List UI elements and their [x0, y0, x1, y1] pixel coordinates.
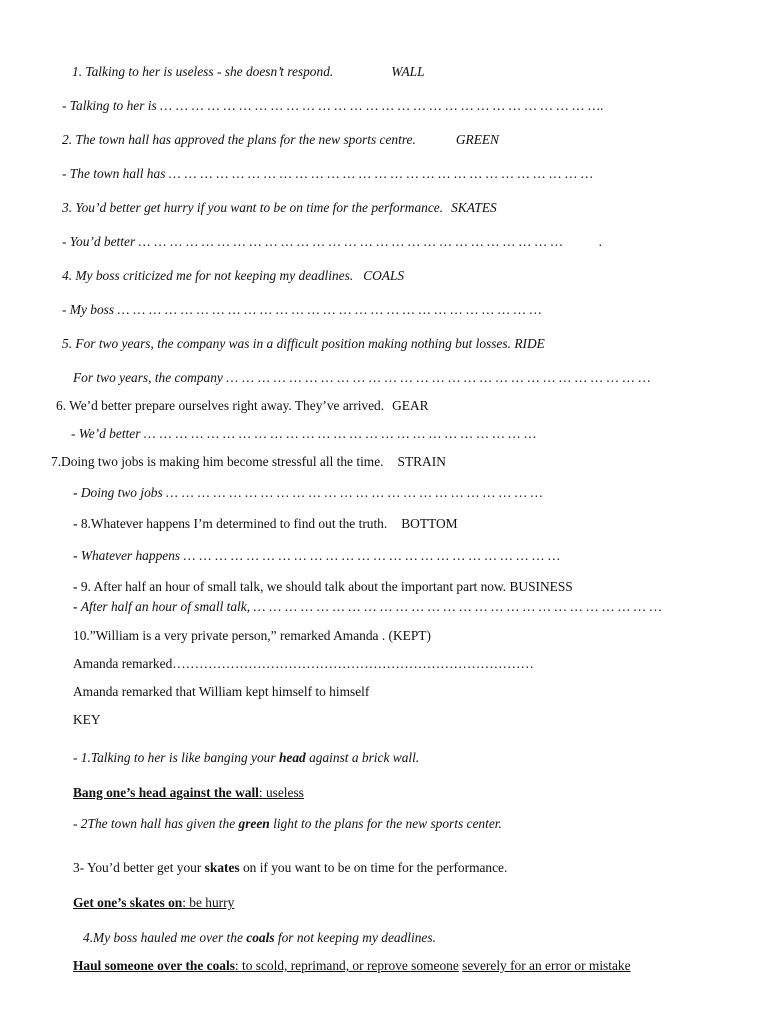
question-2-keyword: GREEN — [455, 132, 499, 147]
answer-line-10 — [73, 656, 534, 672]
key-definition-3-def: : be hurry — [182, 895, 235, 910]
answer-line-5-start: For two years, the company — [73, 370, 223, 385]
answer-line-8-dash: - — [73, 548, 78, 563]
question-6-prompt: 6. We’d better prepare ourselves right away. They’ve arrived. — [56, 398, 385, 413]
answer-line-4 — [62, 302, 542, 318]
question-4-prompt: 4. My boss criticized me for not keeping my deadlines. — [62, 268, 354, 283]
answer-line-7 — [73, 485, 543, 501]
answer-line-2 — [62, 166, 593, 182]
answer-10-sample-text: Amanda remarked that William kept himself to himself — [73, 684, 370, 699]
question-1-prompt: 1. Talking to her is useless - she doesn’t respond. — [72, 64, 334, 79]
key-definition-4-term: Haul someone over the coals — [73, 958, 235, 973]
key-definition-3 — [73, 895, 234, 911]
question-8-keyword: BOTTOM — [401, 516, 458, 531]
question-3 — [62, 200, 497, 216]
answer-line-9-start: After half an hour of small talk, — [80, 599, 251, 614]
question-6 — [56, 398, 429, 414]
answer-line-3-blank[interactable]: … … … … … … … … … … … … … … … … … … … … … … … … … … … — [138, 234, 563, 249]
answer-line-10-blank[interactable]: ……………………………………………………………………… — [172, 656, 534, 671]
key-answer-4 — [83, 930, 436, 946]
key-answer-2-post: light to the plans for the new sports center. — [269, 816, 502, 831]
question-7-prompt: 7.Doing two jobs is making him become stressful all the time. — [51, 454, 384, 469]
answer-line-1-start: - Talking to her is — [62, 98, 157, 113]
answer-line-8-blank[interactable]: … … … … … … … … … … … … … … … … … … … … … … … … — [183, 548, 561, 563]
question-5-prompt: 5. For two years, the company was in a difficult position making nothing but losses. — [62, 336, 511, 351]
question-4-keyword: COALS — [363, 268, 405, 283]
answer-line-1 — [62, 98, 604, 114]
key-answer-2-pre: - 2The town hall has given the — [73, 816, 239, 831]
answer-line-7-blank[interactable]: … … … … … … … … … … … … … … … … … … … … … … … … — [166, 485, 543, 500]
answer-line-4-blank[interactable]: … … … … … … … … … … … … … … … … … … … … … … … … … … … — [117, 302, 542, 317]
key-answer-4-post: for not keeping my deadlines. — [274, 930, 436, 945]
answer-line-6 — [71, 426, 537, 442]
key-answer-3-bold: skates — [204, 860, 240, 875]
key-answer-3-post: on if you want to be on time for the performance. — [239, 860, 508, 875]
key-answer-2 — [73, 816, 502, 832]
answer-line-9-blank[interactable]: … … … … … … … … … … … … … … … … … … … … … … … … … … — [253, 599, 662, 614]
question-8 — [73, 516, 458, 532]
key-definition-1-term: Bang one’s head against the wall — [73, 785, 259, 800]
key-answer-2-bold: green — [238, 816, 270, 831]
answer-line-3-start: - You’d better — [62, 234, 136, 249]
question-7-keyword: STRAIN — [397, 454, 446, 469]
key-answer-4-pre: 4.My boss hauled me over the — [83, 930, 247, 945]
question-5 — [62, 336, 545, 352]
answer-line-7-dash: - — [73, 485, 78, 500]
question-7 — [51, 454, 446, 470]
answer-line-10-start: Amanda remarked — [73, 656, 173, 671]
answer-line-3-end: . — [598, 234, 603, 249]
key-definition-1-def: : useless — [258, 785, 304, 800]
question-8-dash: - — [73, 516, 78, 531]
question-4 — [62, 268, 404, 284]
question-9-dash: - — [73, 579, 78, 594]
key-answer-1-pre: - 1.Talking to her is like banging your — [73, 750, 279, 765]
question-10-prompt: 10.”William is a very private person,” remarked Amanda . (KEPT) — [73, 628, 431, 643]
answer-line-6-blank[interactable]: … … … … … … … … … … … … … … … … … … … … … … … … … — [143, 426, 537, 441]
key-answer-1-bold: head — [278, 750, 306, 765]
question-1 — [72, 64, 425, 80]
key-answer-3-pre: 3- You’d better get your — [73, 860, 205, 875]
question-9 — [73, 579, 573, 595]
answer-10-sample — [73, 684, 369, 700]
answer-line-8 — [73, 548, 560, 564]
answer-line-9-dash: - — [73, 599, 78, 614]
answer-line-1-blank[interactable]: … … … … … … … … … … … … … … … … … … … … … … … … … … … …. — [160, 98, 605, 113]
question-8-prompt: 8.Whatever happens I’m determined to find out the truth. — [80, 516, 388, 531]
key-definition-4-def: : to scold, reprimand, or reprove someone — [234, 958, 459, 973]
key-answer-3 — [73, 860, 507, 876]
answer-line-5 — [73, 370, 651, 386]
question-3-prompt: 3. You’d better get hurry if you want to be on time for the performance. — [62, 200, 444, 215]
answer-line-8-start: Whatever happens — [80, 548, 181, 563]
key-answer-1-post: against a brick wall. — [305, 750, 420, 765]
key-heading-text: KEY — [73, 712, 101, 727]
answer-line-5-blank[interactable]: … … … … … … … … … … … … … … … … … … … … … … … … … … … — [226, 370, 651, 385]
question-2-prompt: 2. The town hall has approved the plans for the new sports centre. — [62, 132, 416, 147]
key-definition-4-def-continued: severely for an error or mistake — [462, 958, 631, 973]
question-9-prompt: 9. After half an hour of small talk, we should talk about the important part now. — [80, 579, 507, 594]
answer-line-2-start: - The town hall has — [62, 166, 166, 181]
answer-line-7-start: Doing two jobs — [80, 485, 163, 500]
answer-line-4-start: - My boss — [62, 302, 115, 317]
key-definition-4 — [73, 958, 631, 974]
question-5-keyword: RIDE — [514, 336, 545, 351]
question-9-keyword: BUSINESS — [509, 579, 573, 594]
answer-line-3 — [62, 234, 602, 250]
question-3-keyword: SKATES — [451, 200, 497, 215]
answer-line-2-blank[interactable]: … … … … … … … … … … … … … … … … … … … … … … … … … … … — [168, 166, 594, 181]
key-answer-1 — [73, 750, 419, 766]
key-heading — [73, 712, 101, 728]
question-10 — [73, 628, 431, 644]
answer-line-6-start: - We’d better — [71, 426, 141, 441]
key-definition-1 — [73, 785, 304, 801]
question-2 — [62, 132, 499, 148]
question-6-keyword: GEAR — [392, 398, 429, 413]
question-1-keyword: WALL — [391, 64, 425, 79]
key-answer-4-bold: coals — [246, 930, 275, 945]
key-definition-3-term: Get one’s skates on — [73, 895, 183, 910]
answer-line-9 — [73, 599, 662, 615]
